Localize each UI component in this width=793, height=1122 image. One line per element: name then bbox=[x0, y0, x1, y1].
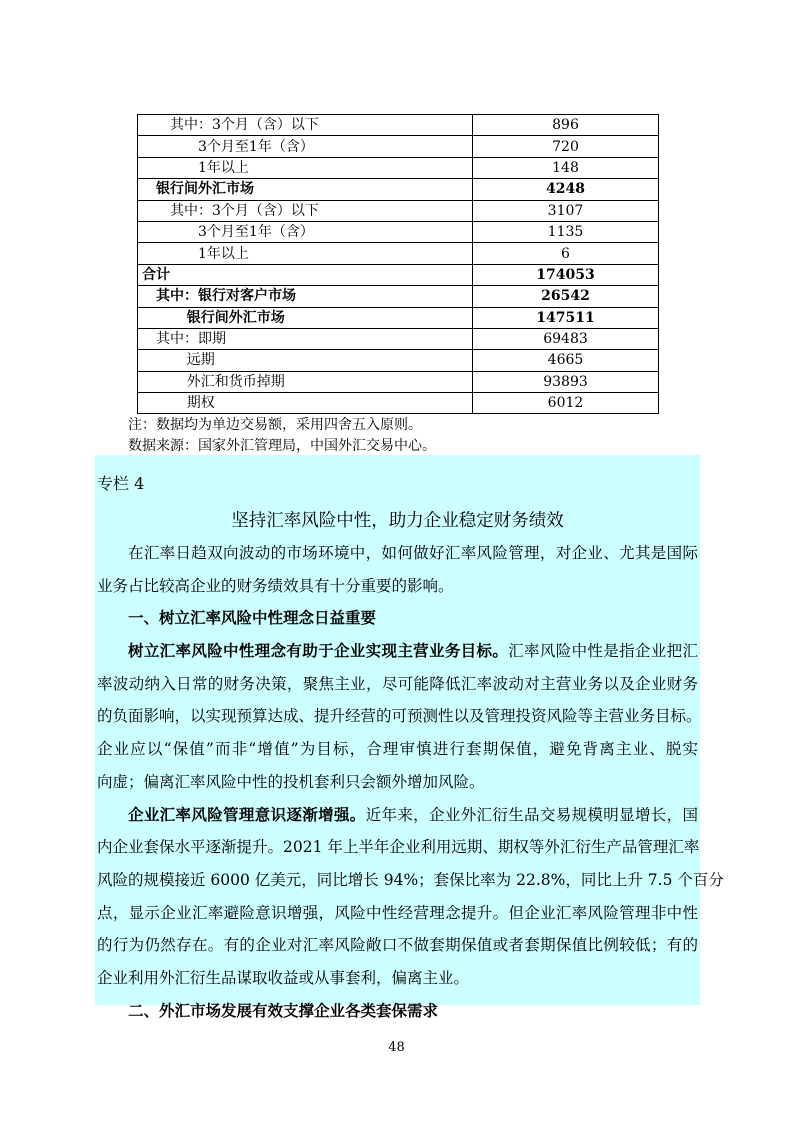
bold-lead: 企业汇率风险管理意识逐渐增强。 bbox=[128, 804, 366, 824]
row-value: 148 bbox=[473, 157, 659, 178]
section-heading: 二、外汇市场发展有效支撑企业各类套保需求 bbox=[128, 1000, 439, 1020]
column-tag: 专栏 4 bbox=[97, 474, 145, 493]
row-label: 期权 bbox=[138, 393, 473, 414]
row-value: 3107 bbox=[473, 200, 659, 221]
section-heading: 一、树立汇率风险中性理念日益重要 bbox=[128, 608, 377, 628]
paragraph-line: 向虚；偏离汇率风险中性的投机套利只会额外增加风险。 bbox=[97, 772, 485, 791]
paragraph-line: 企业利用外汇衍生品谋取收益或从事套利，偏离主业。 bbox=[97, 968, 470, 987]
table-row bbox=[138, 307, 659, 328]
row-label: 1年以上 bbox=[138, 157, 473, 178]
row-label: 1年以上 bbox=[138, 243, 473, 264]
paragraph-line: 企业应以“保值”而非“增值”为目标，合理审慎进行套期保值，避免背离主业、脱实 bbox=[97, 740, 698, 759]
table-row bbox=[138, 243, 659, 264]
column-box bbox=[95, 455, 724, 1020]
row-label: 外汇和货币掉期 bbox=[138, 371, 473, 392]
fx-volume-table bbox=[137, 114, 659, 414]
table-row bbox=[138, 221, 659, 242]
paragraph-line: 内企业套保水平逐渐提升。2021 年上半年企业利用远期、期权等外汇衍生产品管理汇率 bbox=[97, 838, 700, 857]
table-row bbox=[138, 393, 659, 414]
paragraph-line bbox=[97, 799, 698, 832]
row-label: 其中：3个月（含）以下 bbox=[138, 115, 473, 136]
row-label: 远期 bbox=[138, 350, 473, 371]
paragraph-line: 在汇率日趋双向波动的市场环境中，如何做好汇率风险管理，对企业、尤其是国际 bbox=[128, 544, 698, 562]
row-value: 4665 bbox=[473, 350, 659, 371]
table-row bbox=[138, 286, 659, 307]
row-value: 6012 bbox=[473, 393, 659, 414]
row-value: 896 bbox=[473, 115, 659, 136]
paragraph-line: 的负面影响，以实现预算达成、提升经营的可预测性以及管理投资风险等主营业务目标。 bbox=[97, 707, 702, 726]
bold-lead: 树立汇率风险中性理念有助于企业实现主营业务目标。 bbox=[128, 641, 509, 661]
paragraph-line: 风险的规模接近 6000 亿美元，同比增长 94%；套保比率为 22.8%，同比上升 7.5 个百分 bbox=[97, 870, 724, 889]
paragraph-line: 率波动纳入日常的财务决策，聚焦主业，尽可能降低汇率波动对主营业务以及企业财务 bbox=[97, 674, 698, 693]
row-label: 其中：3个月（含）以下 bbox=[138, 200, 473, 221]
source-line: 数据来源：国家外汇管理局，中国外汇交易中心。 bbox=[128, 438, 436, 454]
table-row bbox=[138, 328, 659, 349]
paragraph-line: 点，显示企业汇率避险意识增强，风险中性经营理念提升。但企业汇率风险管理非中性 bbox=[97, 903, 698, 922]
table-row bbox=[138, 179, 659, 200]
row-value: 6 bbox=[473, 243, 659, 264]
table-row bbox=[138, 115, 659, 136]
row-value: 1135 bbox=[473, 221, 659, 242]
paragraph-line bbox=[97, 635, 698, 668]
table-row bbox=[138, 264, 659, 285]
row-label: 合计 bbox=[138, 264, 473, 285]
table-row bbox=[138, 157, 659, 178]
row-label: 其中：银行对客户市场 bbox=[138, 286, 473, 307]
table-row bbox=[138, 371, 659, 392]
row-value: 174053 bbox=[473, 264, 659, 285]
column-title: 坚持汇率风险中性，助力企业稳定财务绩效 bbox=[231, 511, 564, 531]
row-value: 26542 bbox=[473, 286, 659, 307]
paragraph-line: 的行为仍然存在。有的企业对汇率风险敞口不做套期保值或者套期保值比例较低；有的 bbox=[97, 936, 698, 955]
line-text: 汇率风险中性是指企业把汇 bbox=[508, 642, 698, 661]
row-value: 147511 bbox=[473, 307, 659, 328]
paragraph-line: 业务占比较高企业的财务绩效具有十分重要的影响。 bbox=[97, 576, 454, 595]
table-row bbox=[138, 200, 659, 221]
line-text: 近年来，企业外汇衍生品交易规模明显增长，国 bbox=[365, 805, 698, 824]
row-value: 720 bbox=[473, 136, 659, 157]
row-label: 3个月至1年（含） bbox=[138, 221, 473, 242]
row-label: 其中：即期 bbox=[138, 328, 473, 349]
row-label: 3个月至1年（含） bbox=[138, 136, 473, 157]
note-line: 注：数据均为单边交易额，采用四舍五入原则。 bbox=[128, 417, 422, 433]
row-value: 93893 bbox=[473, 371, 659, 392]
table-row bbox=[138, 350, 659, 371]
table-row bbox=[138, 136, 659, 157]
row-value: 69483 bbox=[473, 328, 659, 349]
page-number: 48 bbox=[388, 1040, 405, 1055]
row-label: 银行间外汇市场 bbox=[138, 307, 473, 328]
row-value: 4248 bbox=[473, 179, 659, 200]
column-body bbox=[97, 537, 724, 1027]
row-label: 银行间外汇市场 bbox=[138, 179, 473, 200]
table-notes bbox=[128, 415, 436, 457]
